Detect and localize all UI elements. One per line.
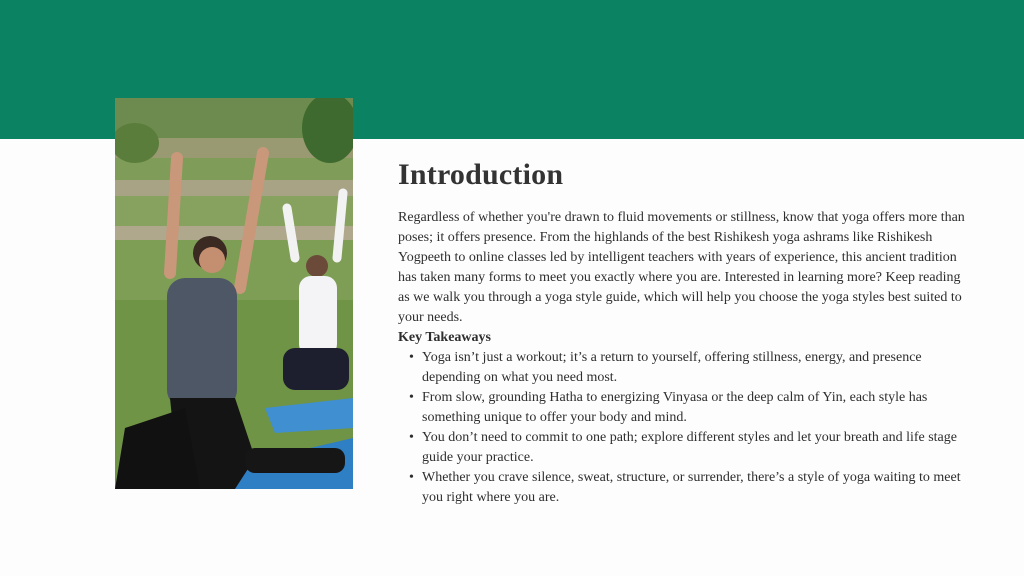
- list-item: • You don’t need to commit to one path; explore different styles and let your breath and life stage guide your practice.: [422, 428, 973, 468]
- yoga-photo-illustration: [115, 98, 353, 489]
- key-takeaways-heading: Key Takeaways: [398, 330, 491, 345]
- intro-paragraph: Regardless of whether you're drawn to fluid movements or stillness, know that yoga offers more than poses; it offers presence. From the highlands of the best Rishikesh yoga ashrams like Rishikesh Yogpeeth to online classes led by intelligent teachers with years of experience, this ancient tradition has taken many forms to meet you exactly where you are. Interested in learning more? Keep reading as we walk you through a yoga style guide, which will help you choose the yoga styles best suited to your needs.: [398, 210, 965, 325]
- list-item: • Yoga isn’t just a workout; it’s a return to yourself, offering stillness, energy, and presence depending on what you need most.: [422, 348, 973, 388]
- list-item: • Whether you crave silence, sweat, structure, or surrender, there’s a style of yoga waiting to meet you right where you are.: [422, 468, 973, 508]
- section-title: Introduction: [398, 158, 564, 191]
- yoga-photo: [115, 98, 353, 489]
- key-takeaways-list: [398, 348, 973, 508]
- list-item: • From slow, grounding Hatha to energizing Vinyasa or the deep calm of Yin, each style has something unique to offer your body and mind.: [422, 388, 973, 428]
- intro-section: [398, 156, 973, 508]
